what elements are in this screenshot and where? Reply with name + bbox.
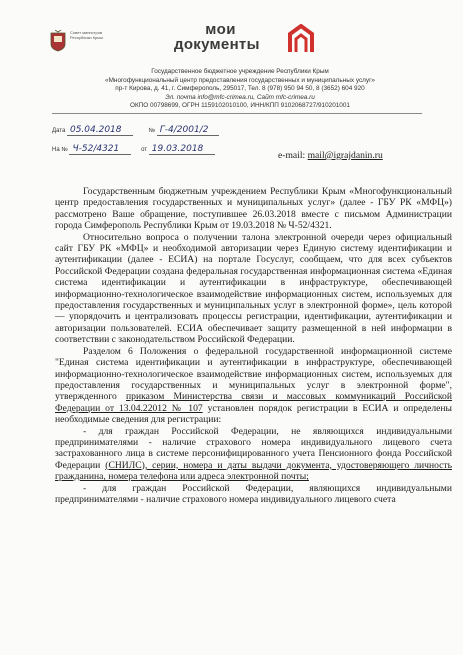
paragraph-1: Государственным бюджетным учреждением Республики Крым «Многофункциональный центр предоставления государственных и муниципальных услуг» (далее - ГБУ РК «МФЦ») рассмотрено Ваше обращение, поступившее 26.03.2018 вместе с письмом Администрации города Симферополь Республики Крым от 19.03.2018 № Ч-52/4321. — [55, 186, 452, 232]
registration-date-row — [52, 125, 219, 136]
from-label: от — [141, 147, 148, 153]
email-label: e-mail: — [278, 150, 306, 161]
from-value: 19.03.2018 — [149, 144, 215, 155]
paragraph-2: Относительно вопроса о получении талона электронной очереди через официальный сайт ГБУ РК «МФЦ» и необходимой авторизации через Единую систему идентификации и аутентификации (далее - ЕСИА) на портале Госуслуг, сообщаем, что для всех субъектов Российской Федерации создана федеральная государственная информационная система «Единая система идентификации и аутентификации в инфраструктуре, обеспечивающей информационно-технологическое взаимодействие информационных систем, используемых для предоставления государственных и муниципальных услуг в электронной форме», цель которой — упорядочить и централизовать процессы регистрации, идентификации, аутентификации и авторизации пользователей. ЕСИА обеспечивает защиту размещенной в ней информации в соответствии с законодательством Российской Федерации. — [55, 231, 452, 346]
ref-label: На № — [52, 147, 68, 153]
paragraph-3-end: установлен порядок регистрации в ЕСИА и определены необходимые сведения для регистрации: — [55, 402, 453, 426]
emblem-icon — [50, 30, 66, 52]
header-divider — [52, 113, 422, 114]
org-address: пр-т Кирова, д. 41, г. Симферополь, 295017, Тел. 8 (978) 950 94 50, 8 (3652) 604 920 — [115, 85, 365, 93]
paragraph-3-start: Разделом 6 Положения о федеральной государственной информационной системе "Единая система идентификации и аутентификации в инфраструктуре, обеспечивающей информационно-технологическое взаимодействие информационных систем, используемых для предоставления государственных и муниципальных услуг в электронной форме", утвержденного — [55, 345, 452, 403]
registration-ref-row — [52, 144, 215, 155]
brand-line1: мои — [205, 21, 236, 38]
order-reference-link[interactable]: приказом Министерства связи и массовых коммуникаций Российской Федерации от 13.04.22012 № 107 — [55, 391, 452, 414]
letter-body — [55, 186, 452, 505]
emblem-caption: Совет министров Республики Крым — [70, 30, 103, 40]
paragraph-4 — [55, 426, 452, 483]
num-label: № — [148, 128, 156, 134]
org-codes: ОКПО 00798699, ОГРН 1159102010100, ИНН/КПП 9102068727/910201001 — [130, 102, 350, 110]
paragraph-4-underlined: (СНИЛС), серии, номера и даты выдачи документа, удостоверяющего личность гражданина, номера телефона или адреса электронной почты; — [55, 459, 452, 483]
brand-line2: документы — [174, 36, 260, 53]
brand-mark-icon — [286, 24, 316, 54]
org-contacts: Эл. почта info@mfc-crimea.ru, Сайт mfc-crimea.ru — [165, 93, 315, 101]
org-full-name: «Многофункциональный центр предоставления государственных и муниципальных услуг» — [105, 76, 375, 84]
brand-logo — [174, 22, 324, 64]
date-value: 05.04.2018 — [67, 125, 133, 136]
email-link[interactable]: mail@igrajdanin.ru — [307, 150, 383, 161]
paragraph-3 — [55, 346, 452, 426]
num-value: Г-4/2001/2 — [157, 125, 219, 136]
date-label: Дата — [52, 128, 66, 134]
recipient-email — [278, 150, 383, 161]
org-name: Государственное бюджетное учреждение Республики Крым — [151, 68, 329, 75]
paragraph-4-start: - для граждан Российской Федерации, не являющихся индивидуальными предпринимателями - наличие страхового номера индивидуального лицевого счета застрахованного лица в системе персонифицированного учета Пенсионного фонда Российской Федерации — [55, 425, 452, 471]
ref-value: Ч-52/4321 — [69, 144, 131, 155]
organization-details — [60, 68, 420, 111]
paragraph-5: - для граждан Российской Федерации, являющихся индивидуальными предпринимателями - наличие страхового номера индивидуального лицевого счета — [55, 482, 452, 505]
